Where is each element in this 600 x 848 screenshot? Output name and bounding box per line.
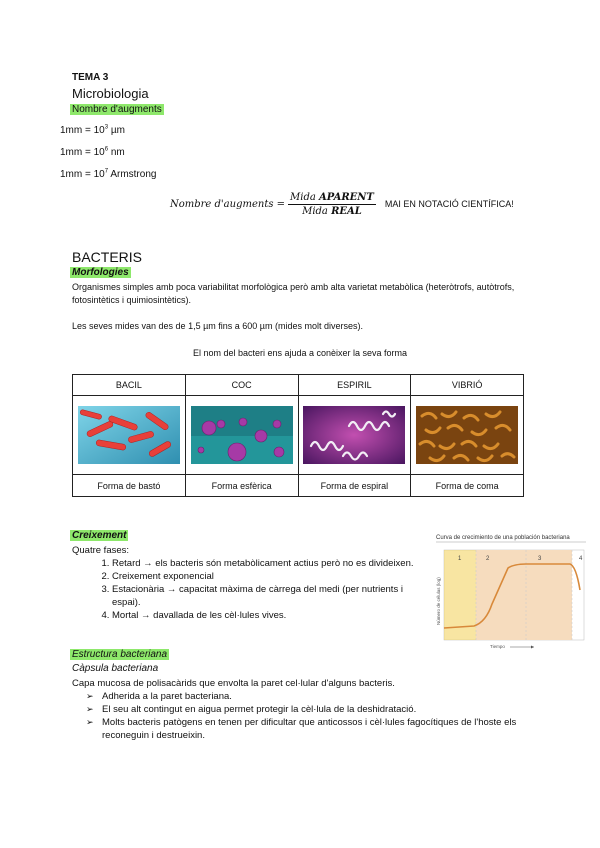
table-caption: El nom del bacteri ens ajuda a conèixer la seva forma: [192, 348, 408, 358]
graph-x-label: Tiempo: [490, 644, 505, 649]
capsula-bullet: ➢ Adherida a la paret bacteriana.: [86, 690, 532, 703]
header-vibrio: VIBRIÓ: [411, 375, 524, 396]
creixement-section: [72, 544, 432, 622]
bacteria-shapes-table: [72, 374, 524, 497]
phase-number: 3: [538, 556, 542, 562]
graph-y-label: Número de células (log): [436, 577, 441, 625]
capsula-bullets: [72, 690, 532, 742]
phase-number: 1: [458, 556, 462, 562]
phase-item: 2. Creixement exponencial: [112, 570, 432, 583]
morfologies-label: Morfologies: [72, 267, 129, 278]
morfologies-text: Organismes simples amb poca variabilitat morfològica però amb alta varietat metabòlica (heteròtrofs, autòtrofs, fotosintètics i quimiosintètics).: [72, 282, 515, 305]
phase-item: 1. Retard → els bacteris són metabòlicament actius però no es divideixen.: [112, 557, 432, 570]
capsula-text: Capa mucosa de polisacàrids que envolta la paret cel·lular d'alguns bacteris.: [72, 678, 395, 689]
tema-heading: TEMA 3: [72, 72, 109, 83]
phase-number: 4: [579, 556, 583, 562]
header-bacil: BACIL: [73, 375, 186, 396]
coc-image: [191, 406, 293, 464]
vibrio-image: [416, 406, 518, 464]
phase-item: 3. Estacionària → capacitat màxima de càrrega del medi (per nutrients i espai).: [112, 583, 432, 609]
formula-lhs: Nombre d'augments =: [170, 198, 286, 210]
capsula-bullet: ➢ El seu alt contingut en aigua permet protegir la cèl·lula de la deshidratació.: [86, 703, 532, 716]
phase-item: 4. Mortal → davallada de les cèl·lules vives.: [112, 609, 432, 622]
unit-line-2: $1mm = 10^6$ nm: [60, 146, 125, 158]
phase-number: 2: [486, 556, 490, 562]
sizes-text: Les seves mides van des de 1,5 µm fins a 600 µm (mides molt diverses).: [72, 321, 363, 331]
creixement-intro: Quatre fases:: [72, 545, 130, 556]
augments-formula: [170, 188, 514, 220]
shape-bacil: Forma de bastó: [73, 475, 186, 497]
unit-line-3: $1mm = 10^7$ Armstrong: [60, 168, 157, 180]
creixement-label: Creixement: [72, 530, 127, 541]
shape-espiril: Forma de espiral: [298, 475, 411, 497]
bacil-image: [78, 406, 180, 464]
unit-line-1: $1mm = 10^3$ µm: [60, 124, 125, 136]
capsula-bullet: ➢ Molts bacteris patògens en tenen per dificultar que anticossos i cèl·lules fagocítiques de l'hoste els reconeguin i destrueixin.: [86, 716, 532, 742]
formula-note: MAI EN NOTACIÓ CIENTÍFICA!: [384, 199, 514, 209]
capsula-label: Càpsula bacteriana: [72, 663, 159, 674]
graph-title: Curva de crecimiento de una población bacteriana: [436, 535, 570, 541]
header-coc: COC: [185, 375, 298, 396]
subject-title: Microbiologia: [72, 86, 149, 101]
header-espiril: ESPIRIL: [298, 375, 411, 396]
section-augments: Nombre d'augments: [72, 104, 162, 115]
growth-curve-figure: [434, 530, 589, 655]
formula-fraction: $\frac{\text{Mida APARENT}}{\text{Mida REAL}}$: [290, 191, 374, 217]
phases-list: [72, 557, 432, 622]
estructura-label: Estructura bacteriana: [72, 649, 168, 660]
espiril-image: [303, 406, 405, 464]
capsula-section: [72, 677, 532, 742]
shape-vibrio: Forma de coma: [411, 475, 524, 497]
bacteris-title: BACTERIS: [72, 249, 143, 265]
shape-coc: Forma esfèrica: [185, 475, 298, 497]
